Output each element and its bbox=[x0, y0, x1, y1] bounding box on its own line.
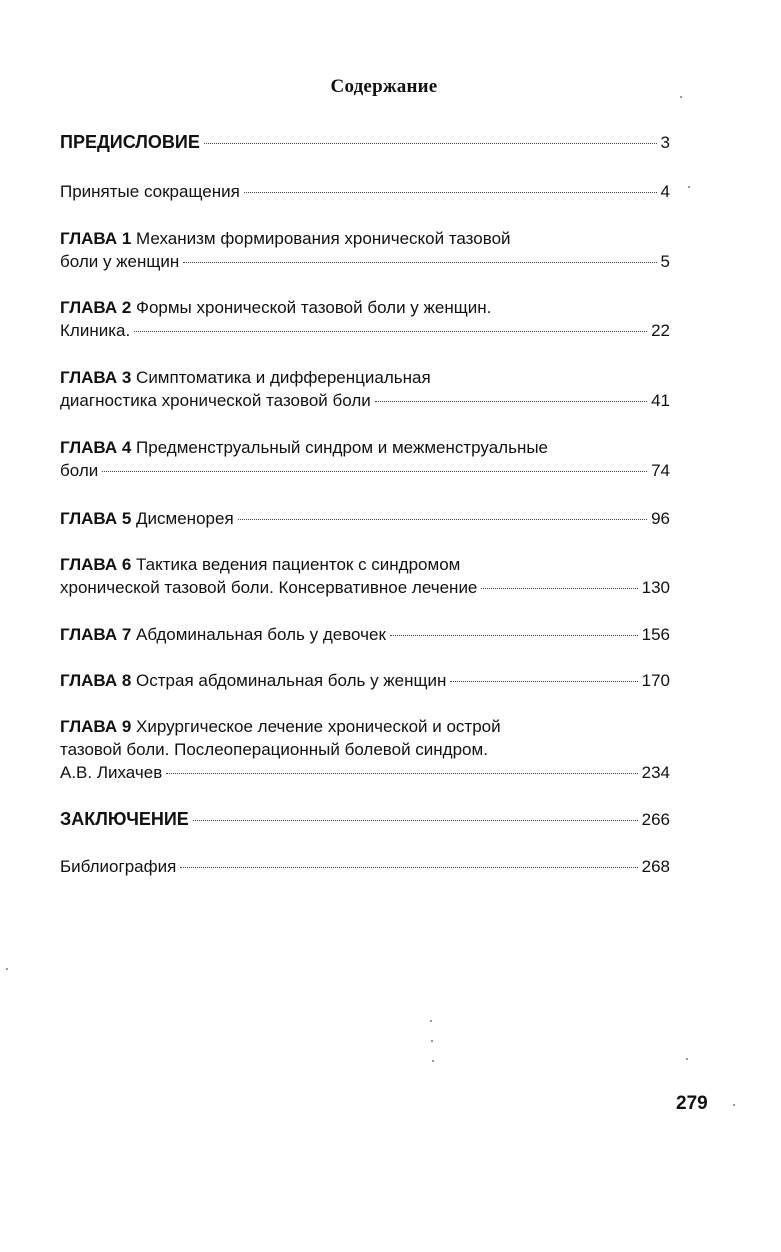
toc-entry-label: ГЛАВА 1 bbox=[60, 229, 132, 248]
toc-entry-title-continued: диагностика хронической тазовой боли bbox=[60, 391, 371, 410]
scan-speck bbox=[431, 1040, 433, 1042]
dot-leader bbox=[390, 635, 638, 636]
toc-entry-title: Библиография bbox=[60, 857, 177, 876]
toc-page-number: 170 bbox=[641, 671, 670, 690]
toc-page-number: 156 bbox=[641, 625, 670, 644]
scan-speck bbox=[686, 1058, 688, 1060]
toc-page-number: 266 bbox=[641, 810, 670, 829]
scan-speck bbox=[733, 1104, 735, 1106]
toc-page-number: 3 bbox=[660, 133, 670, 152]
page-number: 279 bbox=[676, 1093, 708, 1114]
toc-entry-title: Хирургическое лечение хронической и острой bbox=[131, 717, 501, 736]
toc-entry-title: Принятые сокращения bbox=[60, 182, 240, 201]
toc-entry-label: ГЛАВА 5 bbox=[60, 509, 132, 528]
toc-page-number: 268 bbox=[641, 857, 670, 876]
dot-leader bbox=[238, 519, 647, 520]
toc-entry-title: Дисменорея bbox=[131, 509, 234, 528]
scan-speck bbox=[688, 186, 690, 188]
toc-entry-title: Тактика ведения пациенток с синдромом bbox=[131, 555, 461, 574]
page-title: Содержание bbox=[330, 76, 438, 97]
toc-entry-title-continued: боли у женщин bbox=[60, 252, 180, 271]
dot-leader bbox=[102, 471, 647, 472]
dot-leader bbox=[481, 588, 637, 589]
toc-entry-label: ГЛАВА 6 bbox=[60, 555, 132, 574]
dot-leader bbox=[134, 331, 647, 332]
scan-speck bbox=[680, 96, 682, 98]
toc-entry-title-continued: хронической тазовой боли. Консервативное лечение bbox=[60, 578, 478, 597]
toc-entry-chapter-6[interactable] bbox=[60, 553, 670, 599]
toc-entry-title-continued: боли bbox=[60, 461, 99, 480]
toc-entry-bibliography[interactable] bbox=[60, 855, 670, 878]
toc-entry-label: ЗАКЛЮЧЕНИЕ bbox=[60, 809, 189, 829]
toc-page-number: 5 bbox=[660, 252, 670, 271]
toc-entry-title: Острая абдоминальная боль у женщин bbox=[131, 671, 447, 690]
toc-entry-title-continued: Клиника. bbox=[60, 321, 131, 340]
toc-entry-preface[interactable] bbox=[60, 131, 670, 154]
toc-entry-title: Предменструальный синдром и межменструальные bbox=[131, 438, 549, 457]
scan-speck bbox=[432, 1060, 434, 1062]
toc-page-number: 234 bbox=[641, 763, 670, 782]
dot-leader bbox=[180, 867, 637, 868]
toc-entry-title: Формы хронической тазовой боли у женщин. bbox=[131, 298, 492, 317]
toc-entry-author: А.В. Лихачев bbox=[60, 763, 163, 782]
toc-entry-chapter-1[interactable] bbox=[60, 227, 670, 273]
toc-entry-title-continued: тазовой боли. Послеоперационный болевой синдром. bbox=[60, 740, 488, 759]
toc-entry-chapter-5[interactable] bbox=[60, 507, 670, 530]
toc-page-number: 22 bbox=[651, 321, 670, 340]
toc-entry-label: ГЛАВА 9 bbox=[60, 717, 132, 736]
toc-entry-chapter-4[interactable] bbox=[60, 436, 670, 482]
toc-entry-chapter-8[interactable] bbox=[60, 669, 670, 692]
scan-speck bbox=[6, 968, 8, 970]
toc-page-number: 130 bbox=[641, 578, 670, 597]
dot-leader bbox=[244, 192, 657, 193]
dot-leader bbox=[193, 820, 638, 821]
toc-entry-title: Механизм формирования хронической тазовой bbox=[131, 229, 511, 248]
toc-entry-title: Симптоматика и дифференциальная bbox=[131, 368, 431, 387]
toc-entry-chapter-2[interactable] bbox=[60, 296, 670, 342]
toc-entry-label: ГЛАВА 2 bbox=[60, 298, 132, 317]
toc-entry-label: ГЛАВА 8 bbox=[60, 671, 132, 690]
toc-page-number: 4 bbox=[660, 182, 670, 201]
dot-leader bbox=[183, 262, 656, 263]
toc-entry-abbreviations[interactable] bbox=[60, 180, 670, 203]
scan-speck bbox=[430, 1020, 432, 1022]
toc-page-number: 96 bbox=[651, 509, 670, 528]
toc-entry-chapter-9[interactable] bbox=[60, 715, 670, 784]
toc-entry-conclusion[interactable] bbox=[60, 808, 670, 831]
toc-entry-title: Абдоминальная боль у девочек bbox=[131, 625, 386, 644]
toc-entry-chapter-3[interactable] bbox=[60, 366, 670, 412]
toc-entry-label: ГЛАВА 3 bbox=[60, 368, 132, 387]
toc-entry-chapter-7[interactable] bbox=[60, 623, 670, 646]
toc-page-number: 74 bbox=[651, 461, 670, 480]
toc-entry-label: ПРЕДИСЛОВИЕ bbox=[60, 132, 200, 152]
dot-leader bbox=[204, 143, 657, 144]
dot-leader bbox=[166, 773, 637, 774]
toc-entry-label: ГЛАВА 7 bbox=[60, 625, 132, 644]
toc-page-number: 41 bbox=[651, 391, 670, 410]
toc-entry-label: ГЛАВА 4 bbox=[60, 438, 132, 457]
dot-leader bbox=[450, 681, 637, 682]
dot-leader bbox=[375, 401, 647, 402]
